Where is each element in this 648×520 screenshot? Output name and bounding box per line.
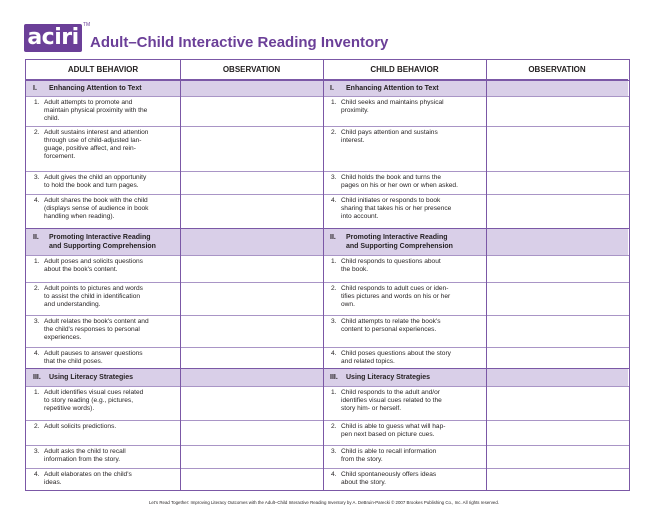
section-title-adult [33,373,133,382]
item-text-line: to story reading (e.g., pictures, [44,397,134,404]
observation-cell-left[interactable] [180,282,323,315]
item-text-line: into account. [341,213,379,220]
section-band-observation-right [486,228,628,255]
item-text-line: story him- or herself. [341,405,402,412]
observation-cell-right[interactable] [486,255,628,282]
item-number: 4. [34,471,40,478]
observation-cell-right[interactable] [486,445,628,468]
item-number: 3. [34,318,40,325]
item-text-line: (displays sense of audience in book [44,205,149,212]
item-text-line: experiences. [44,334,82,341]
item-text-line: Child attempts to relate the book's [341,318,441,325]
item-text-line: Child is able to guess what will hap- [341,423,446,430]
header-child-behavior: CHILD BEHAVIOR [323,60,486,80]
section-band-observation-left [180,80,323,96]
observation-cell-left[interactable] [180,96,323,126]
item-text-line: ideas. [44,479,62,486]
item-text-line: own. [341,301,355,308]
item-text-line: Adult elaborates on the child's [44,471,132,478]
header-adult-behavior: ADULT BEHAVIOR [26,60,180,80]
item-number: 3. [34,448,40,455]
item-text-line: Adult attempts to promote and [44,99,133,106]
row-divider [26,368,629,369]
item-number: 1. [331,99,337,106]
item-text-line: interest. [341,137,365,144]
section-number: III. [33,374,41,381]
row-divider [26,228,629,229]
section-band-observation-right [486,368,628,386]
section-title-adult [33,84,142,93]
column-divider [486,60,487,490]
item-text-line: identifies visual cues related to the [341,397,442,404]
section-band-observation-right [486,80,628,96]
item-text-line: Adult gives the child an opportunity [44,174,147,181]
observation-cell-right[interactable] [486,420,628,445]
item-number: 1. [34,389,40,396]
item-text-line: and understanding. [44,301,101,308]
row-divider [26,80,629,81]
item-number: 2. [331,285,337,292]
section-title-line: and Supporting Comprehension [49,243,156,250]
item-text-line: Child responds to adult cues or iden- [341,285,449,292]
item-number: 2. [331,129,337,136]
section-number: II. [330,234,336,241]
section-title-line: Using Literacy Strategies [49,374,134,381]
item-text-line: Adult poses and solicits questions [44,258,143,265]
item-number: 3. [34,174,40,181]
item-text-line: Adult points to pictures and words [44,285,143,292]
column-divider [180,60,181,490]
section-number: I. [33,85,37,92]
item-number: 1. [34,258,40,265]
item-number: 1. [331,389,337,396]
section-title-child [330,373,430,382]
item-number: 4. [331,197,337,204]
item-text-line: Child is able to recall information [341,448,437,455]
item-text-line: Adult relates the book's content and [44,318,149,325]
item-text-line: Adult asks the child to recall [44,448,126,455]
observation-cell-left[interactable] [180,171,323,194]
item-number: 3. [331,318,337,325]
observation-cell-right[interactable] [486,386,628,420]
item-number: 4. [331,471,337,478]
item-text-line: guage, positive affect, and rein- [44,145,136,152]
observation-cell-left[interactable] [180,126,323,171]
observation-cell-left[interactable] [180,420,323,445]
item-text-line: sharing that takes his or her presence [341,205,452,212]
item-text-line: Child poses questions about the story [341,350,451,357]
section-title-child [330,84,439,93]
item-text-line: forcement. [44,153,76,160]
observation-cell-left[interactable] [180,347,323,368]
item-number: 2. [331,423,337,430]
item-text-line: child. [44,115,60,122]
item-number: 2. [34,129,40,136]
item-number: 2. [34,423,40,430]
item-number: 2. [34,285,40,292]
header-observation-right: OBSERVATION [486,60,628,80]
page-title: Adult–Child Interactive Reading Inventory [90,34,389,51]
item-text-line: Adult shares the book with the child [44,197,148,204]
item-text-line: Adult pauses to answer questions [44,350,143,357]
section-title-line: and Supporting Comprehension [346,243,453,250]
observation-cell-left[interactable] [180,315,323,347]
item-text-line: Adult sustains interest and attention [44,129,149,136]
item-text-line: Child initiates or responds to book [341,197,441,204]
section-number: II. [33,234,39,241]
section-title-line: Promoting Interactive Reading [49,234,151,241]
item-text-line: Child holds the book and turns the [341,174,442,181]
observation-cell-right[interactable] [486,194,628,228]
item-text-line: the book. [341,266,369,273]
item-number: 1. [34,99,40,106]
observation-cell-left[interactable] [180,255,323,282]
item-number: 3. [331,448,337,455]
section-title-line: Enhancing Attention to Text [49,85,142,92]
item-text-line: the child's responses to personal [44,326,140,333]
column-divider [323,60,324,490]
item-text-line: from the story. [341,456,383,463]
observation-cell-right[interactable] [486,282,628,315]
observation-cell-right[interactable] [486,315,628,347]
item-text-line: through use of child-adjusted lan- [44,137,142,144]
item-number: 4. [331,350,337,357]
item-text-line: tifies pictures and words on his or her [341,293,451,300]
observation-cell-left[interactable] [180,386,323,420]
item-text-line: handling when reading). [44,213,115,220]
item-number: 4. [34,197,40,204]
observation-cell-left[interactable] [180,468,323,492]
item-number: 3. [331,174,337,181]
item-text-line: about the story. [341,479,386,486]
observation-cell-left[interactable] [180,445,323,468]
item-text-line: to hold the book and turn pages. [44,182,139,189]
item-text-line: maintain physical proximity with the [44,107,148,114]
section-title-child [330,233,453,251]
section-title-line: Using Literacy Strategies [346,374,431,381]
observation-cell-right[interactable] [486,96,628,126]
observation-cell-right[interactable] [486,468,628,492]
section-band-observation-left [180,228,323,255]
item-text-line: Adult solicits predictions. [44,423,117,430]
aciri-logo: aciri [24,24,82,52]
observation-cell-right[interactable] [486,171,628,194]
item-text-line: repetitive words). [44,405,95,412]
inventory-table [25,59,630,491]
trademark-mark: TM [83,22,91,28]
item-text-line: information from the story. [44,456,121,463]
section-number: III. [330,374,338,381]
item-text-line: Child responds to questions about [341,258,441,265]
item-text-line: pen next based on picture cues. [341,431,435,438]
section-title-line: Promoting Interactive Reading [346,234,448,241]
item-text-line: Child responds to the adult and/or [341,389,440,396]
item-text-line: Child spontaneously offers ideas [341,471,437,478]
observation-cell-right[interactable] [486,126,628,171]
item-text-line: proximity. [341,107,369,114]
section-title-line: Enhancing Attention to Text [346,85,439,92]
item-text-line: and related topics. [341,358,395,365]
copyright-footer: Let's Read Together: Improving Literacy Outcomes with the Adult–Child Interactive Reading Inventory by A. DeBruin-Parecki © 2007 Brookes Publishing Co., Inc. All rights reserved. [148,500,500,505]
header-observation-left: OBSERVATION [180,60,323,80]
item-text-line: Child pays attention and sustains [341,129,438,136]
section-band-observation-left [180,368,323,386]
observation-cell-right[interactable] [486,347,628,368]
item-text-line: Child seeks and maintains physical [341,99,444,106]
item-text-line: about the book's content. [44,266,118,273]
item-text-line: pages on his or her own or when asked. [341,182,458,189]
item-number: 1. [331,258,337,265]
section-number: I. [330,85,334,92]
item-text-line: Adult identifies visual cues related [44,389,144,396]
observation-cell-left[interactable] [180,194,323,228]
item-text-line: content to personal experiences. [341,326,437,333]
section-title-adult [33,233,156,251]
item-number: 4. [34,350,40,357]
item-text-line: that the child poses. [44,358,103,365]
item-text-line: to assist the child in identification [44,293,141,300]
